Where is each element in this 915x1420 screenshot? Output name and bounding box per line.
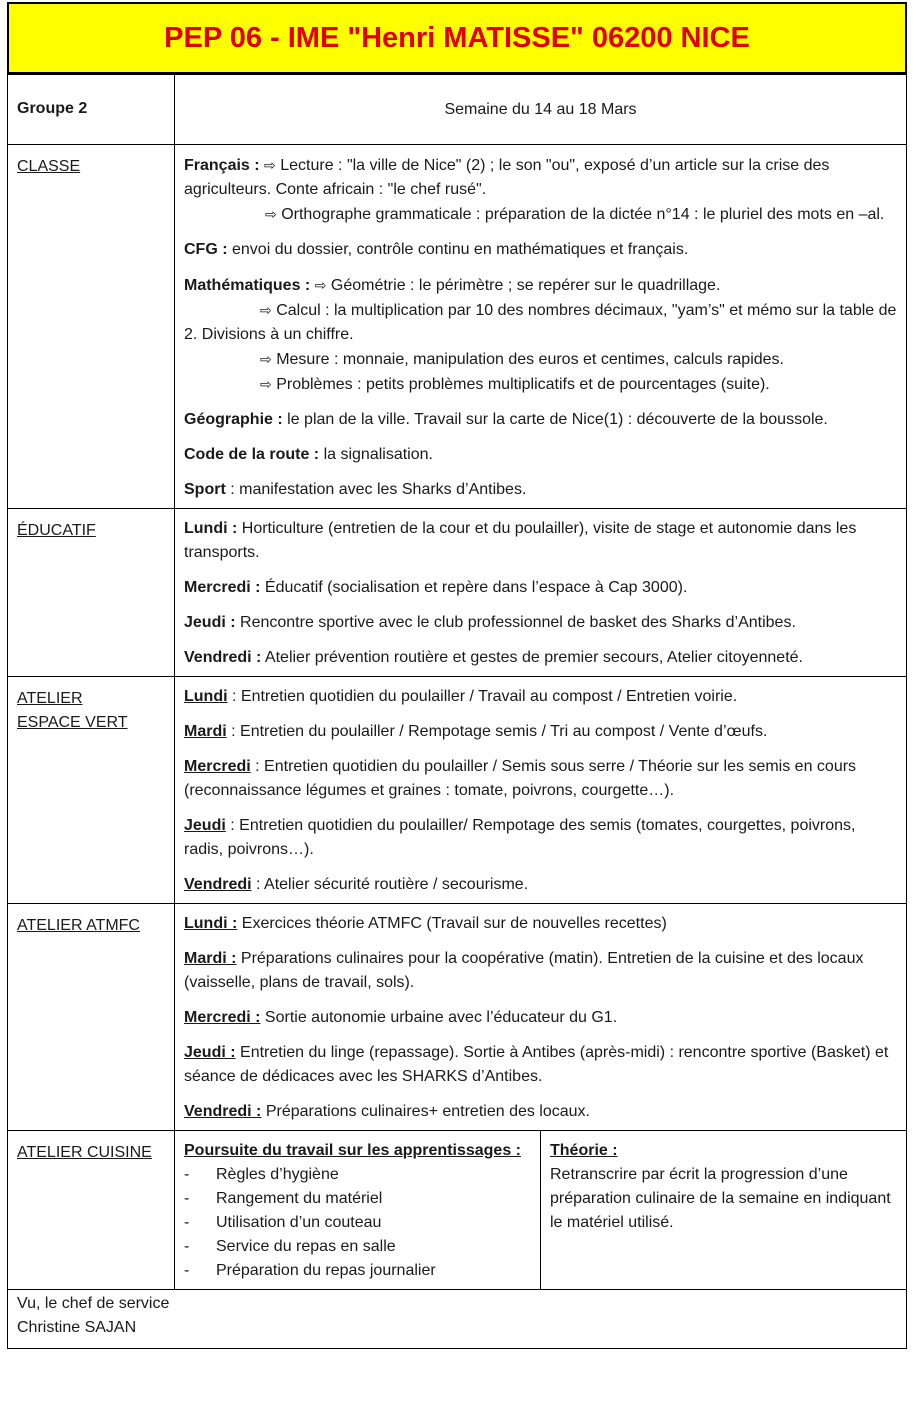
route-entry <box>184 443 898 467</box>
signature-name: Christine SAJAN <box>17 1319 137 1336</box>
maths-text-2: Calcul : la multiplication par 10 des nombres décimaux, "yam’s" et mémo sur la table de 2. Divisions à un chiffre. <box>184 302 897 343</box>
geo-entry <box>184 408 898 432</box>
day-text: Sortie autonomie urbaine avec l’éducateur du G1. <box>264 1009 618 1026</box>
section-label-text: ESPACE VERT <box>17 714 128 731</box>
day-text: : Entretien quotidien du poulailler/ Rempotage des semis (tomates, courgettes, poivrons, radis, poivrons…). <box>184 817 856 858</box>
day-entry-mardi <box>184 947 898 995</box>
arrow-icon: ⇨ <box>265 206 277 222</box>
francais-label: Français : <box>184 157 260 174</box>
week-row <box>8 75 907 145</box>
day-entry-mercredi <box>184 755 898 803</box>
day-label: Mardi <box>184 723 227 740</box>
day-text: Rencontre sportive avec le club professionnel de basket des Sharks d’Antibes. <box>240 614 796 631</box>
section-label-text: ATELIER <box>17 690 83 707</box>
day-text: : Entretien quotidien du poulailler / Semis sous serre / Théorie sur les semis en cours (reconnaissance légumes et graines : tomate, poivrons, courgette…). <box>184 758 857 799</box>
cuisine-apprentissages-cell <box>175 1131 541 1290</box>
day-entry-lundi <box>184 685 898 709</box>
day-label: Lundi <box>184 688 228 705</box>
signature-cell <box>8 1290 907 1349</box>
sport-label: Sport <box>184 481 226 498</box>
section-espace-vert <box>8 677 907 904</box>
francais-entry <box>184 153 898 227</box>
day-label: Jeudi <box>184 817 226 834</box>
cuisine-theorie-cell <box>541 1131 907 1290</box>
francais-text-1: Lecture : "la ville de Nice" (2) ; le son "ou", exposé d’un article sur la crise des agriculteurs. Conte africain : "le chef rusé". <box>184 157 830 198</box>
week-title: Semaine du 14 au 18 Mars <box>175 75 907 145</box>
day-label: Mercredi <box>184 758 251 775</box>
maths-label: Mathématiques : <box>184 277 311 294</box>
day-label: Jeudi : <box>184 614 236 631</box>
signature-line-1: Vu, le chef de service <box>17 1295 170 1312</box>
maths-text-3: Mesure : monnaie, manipulation des euros et centimes, calculs rapides. <box>276 351 784 368</box>
day-text: : Entretien quotidien du poulailler / Travail au compost / Entretien voirie. <box>232 688 738 705</box>
dash-bullet: - <box>184 1190 190 1207</box>
list-item <box>184 1259 532 1283</box>
arrow-icon: ⇨ <box>264 157 276 173</box>
list-item-text: Préparation du repas journalier <box>216 1262 436 1279</box>
planning-page <box>7 2 907 1349</box>
section-label-text: ÉDUCATIF <box>17 522 96 539</box>
weekly-schedule-table <box>7 74 907 1349</box>
theorie-text: Retranscrire par écrit la progression d’une préparation culinaire de la semaine en indiquant le matériel utilisé. <box>550 1166 891 1231</box>
group-label: Groupe 2 <box>8 75 175 145</box>
day-text: Atelier prévention routière et gestes de premier secours, Atelier citoyenneté. <box>264 649 803 666</box>
day-label: Mercredi : <box>184 1009 261 1026</box>
day-entry-mercredi <box>184 576 898 600</box>
section-body-classe <box>175 145 907 509</box>
day-text: Préparations culinaires pour la coopérative (matin). Entretien de la cuisine et des locaux (vaisselle, plans de travail, sols). <box>184 950 864 991</box>
section-label-classe <box>8 145 175 509</box>
day-entry-vendredi <box>184 1100 898 1124</box>
list-item-text: Règles d’hygiène <box>216 1166 339 1183</box>
day-text: : Entretien du poulailler / Rempotage semis / Tri au compost / Vente d’œufs. <box>231 723 768 740</box>
day-label: Jeudi : <box>184 1044 236 1061</box>
theorie-title: Théorie : <box>550 1142 618 1159</box>
section-label-text: CLASSE <box>17 158 81 175</box>
geo-text: le plan de la ville. Travail sur la carte de Nice(1) : découverte de la boussole. <box>287 411 828 428</box>
list-item <box>184 1163 532 1187</box>
apprentissages-title: Poursuite du travail sur les apprentissages : <box>184 1142 521 1159</box>
day-entry-vendredi <box>184 873 898 897</box>
section-body-educatif <box>175 509 907 677</box>
list-item <box>184 1211 532 1235</box>
dash-bullet: - <box>184 1166 190 1183</box>
day-entry-lundi <box>184 912 898 936</box>
maths-text-1: Géométrie : le périmètre ; se repérer sur le quadrillage. <box>330 277 721 294</box>
day-label: Lundi : <box>184 520 238 537</box>
route-label: Code de la route : <box>184 446 320 463</box>
list-item <box>184 1187 532 1211</box>
section-label-atmfc <box>8 904 175 1131</box>
day-label: Mercredi : <box>184 579 261 596</box>
dash-bullet: - <box>184 1238 190 1255</box>
day-label: Vendredi : <box>184 1103 262 1120</box>
day-entry-jeudi <box>184 814 898 862</box>
cfg-text: envoi du dossier, contrôle continu en mathématiques et français. <box>232 241 689 258</box>
list-item-text: Rangement du matériel <box>216 1190 383 1207</box>
section-classe <box>8 145 907 509</box>
section-educatif <box>8 509 907 677</box>
section-atmfc <box>8 904 907 1131</box>
signature-row <box>8 1290 907 1349</box>
maths-entry <box>184 273 898 397</box>
arrow-icon: ⇨ <box>260 376 272 392</box>
day-entry-vendredi <box>184 646 898 670</box>
day-entry-jeudi <box>184 611 898 635</box>
day-text: Préparations culinaires+ entretien des locaux. <box>265 1103 590 1120</box>
arrow-icon: ⇨ <box>314 277 327 293</box>
geo-label: Géographie : <box>184 411 283 428</box>
list-item-text: Service du repas en salle <box>216 1238 396 1255</box>
section-label-educatif <box>8 509 175 677</box>
day-text: Éducatif (socialisation et repère dans l’espace à Cap 3000). <box>264 579 688 596</box>
day-text: : Atelier sécurité routière / secourisme. <box>256 876 529 893</box>
day-label: Vendredi <box>184 876 252 893</box>
day-label: Mardi : <box>184 950 237 967</box>
day-entry-mercredi <box>184 1006 898 1030</box>
section-label-text: ATELIER CUISINE <box>17 1144 152 1161</box>
arrow-icon: ⇨ <box>260 351 272 367</box>
section-body-espace-vert <box>175 677 907 904</box>
dash-bullet: - <box>184 1214 190 1231</box>
day-label: Lundi : <box>184 915 238 932</box>
dash-bullet: - <box>184 1262 190 1279</box>
section-cuisine <box>8 1131 907 1290</box>
day-entry-mardi <box>184 720 898 744</box>
day-entry-lundi <box>184 517 898 565</box>
day-text: Entretien du linge (repassage). Sortie à Antibes (après-midi) : rencontre sportive (Basket) et séance de dédicaces avec les SHARKS d’Antibes. <box>184 1044 889 1085</box>
day-label: Vendredi : <box>184 649 262 666</box>
route-text: la signalisation. <box>323 446 433 463</box>
maths-text-4: Problèmes : petits problèmes multiplicatifs et de pourcentages (suite). <box>276 376 770 393</box>
list-item <box>184 1235 532 1259</box>
cfg-entry <box>184 238 898 262</box>
sport-entry <box>184 478 898 502</box>
sport-text: : manifestation avec les Sharks d’Antibes. <box>230 481 527 498</box>
page-title: PEP 06 - IME "Henri MATISSE" 06200 NICE <box>7 2 907 74</box>
list-item-text: Utilisation d’un couteau <box>216 1214 382 1231</box>
arrow-icon: ⇨ <box>260 302 272 318</box>
day-text: Horticulture (entretien de la cour et du poulailler), visite de stage et autonomie dans les transports. <box>184 520 857 561</box>
section-body-atmfc <box>175 904 907 1131</box>
section-label-espace-vert <box>8 677 175 904</box>
day-entry-jeudi <box>184 1041 898 1089</box>
section-label-text: ATELIER ATMFC <box>17 917 140 934</box>
cfg-label: CFG : <box>184 241 228 258</box>
francais-text-2: Orthographe grammaticale : préparation de la dictée n°14 : le pluriel des mots en –al. <box>281 206 885 223</box>
section-label-cuisine <box>8 1131 175 1290</box>
day-text: Exercices théorie ATMFC (Travail sur de nouvelles recettes) <box>241 915 667 932</box>
apprentissages-list <box>184 1163 532 1283</box>
